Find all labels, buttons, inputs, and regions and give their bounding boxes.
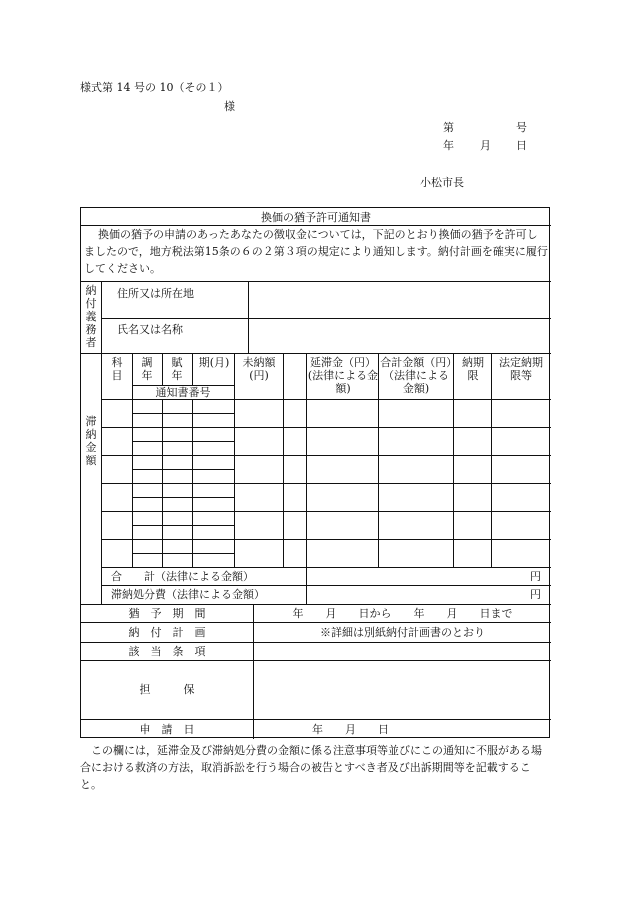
date-day-label: 日 [516, 139, 527, 152]
security-label: 担 保 [139, 683, 195, 696]
grace-period-label: 猶 予 期 間 [128, 607, 206, 620]
footnote: この欄には，延滞金及び滞納処分費の金額に係る注意事項等並びにこの通知に不服がある場合における救済の方法，取消訴訟を行う場合の被告とすべき者及び出訴期間等を記載すること。 [80, 744, 542, 791]
payment-plan-label: 納 付 計 画 [128, 626, 206, 639]
applicable-clause-label: 該 当 条 項 [128, 645, 206, 658]
disposal-fee-unit: 円 [530, 588, 541, 601]
payer-address-label: 住所又は所在地 [117, 287, 194, 300]
total-label: 合 計（法律による金額） [111, 570, 254, 583]
application-date-value: 年 月 日 [312, 723, 389, 736]
payer-section-label: 納付義務者 [85, 284, 97, 349]
notice-title: 換価の猶予許可通知書 [261, 211, 371, 224]
col-fiscal-year: 賦年 [171, 356, 183, 382]
payment-plan-value: ※詳細は別紙納付計画書のとおり [320, 626, 485, 639]
col-due-date: 納期限 [462, 356, 484, 382]
delinquency-section-label: 滞納金額 [85, 415, 97, 467]
col-unpaid-amount: 未納額(円) [242, 356, 276, 382]
col-period: 期(月) [198, 356, 230, 369]
issuer-name: 小松市長 [420, 176, 464, 189]
document-number-suffix: 号 [516, 121, 527, 134]
notice-form [80, 207, 550, 738]
col-late-fee: 延滞金（円）(法律による金額) [307, 356, 379, 395]
grace-period-value: 年 月 日から 年 月 日まで [292, 607, 513, 620]
col-assessment-year: 調年 [141, 356, 153, 382]
col-legal-due-date: 法定納期限等 [499, 356, 543, 382]
total-unit: 円 [530, 570, 541, 583]
disposal-fee-label: 滞納処分費（法律による金額） [111, 588, 265, 601]
document-number-label: 第 [443, 121, 454, 134]
notice-intro-text: 換価の猶予の申請のあったあなたの徴収金については，下記のとおり換価の猶予を許可しましたので，地方税法第15条の６の２第３項の規定により通知します。納付計画を確実に履行してください。 [84, 228, 548, 275]
payer-name-label: 氏名又は名称 [117, 323, 183, 336]
date-year-label: 年 [443, 139, 454, 152]
application-date-label: 申 請 日 [139, 723, 195, 736]
col-total-amount: 合計金額（円）（法律による金額) [380, 356, 452, 395]
form-number: 様式第 14 号の 10（その１） [80, 81, 229, 94]
col-notice-number: 通知書番号 [155, 386, 211, 399]
col-subject: 科目 [111, 356, 123, 382]
addressee-suffix: 様 [224, 100, 235, 113]
date-month-label: 月 [480, 139, 491, 152]
